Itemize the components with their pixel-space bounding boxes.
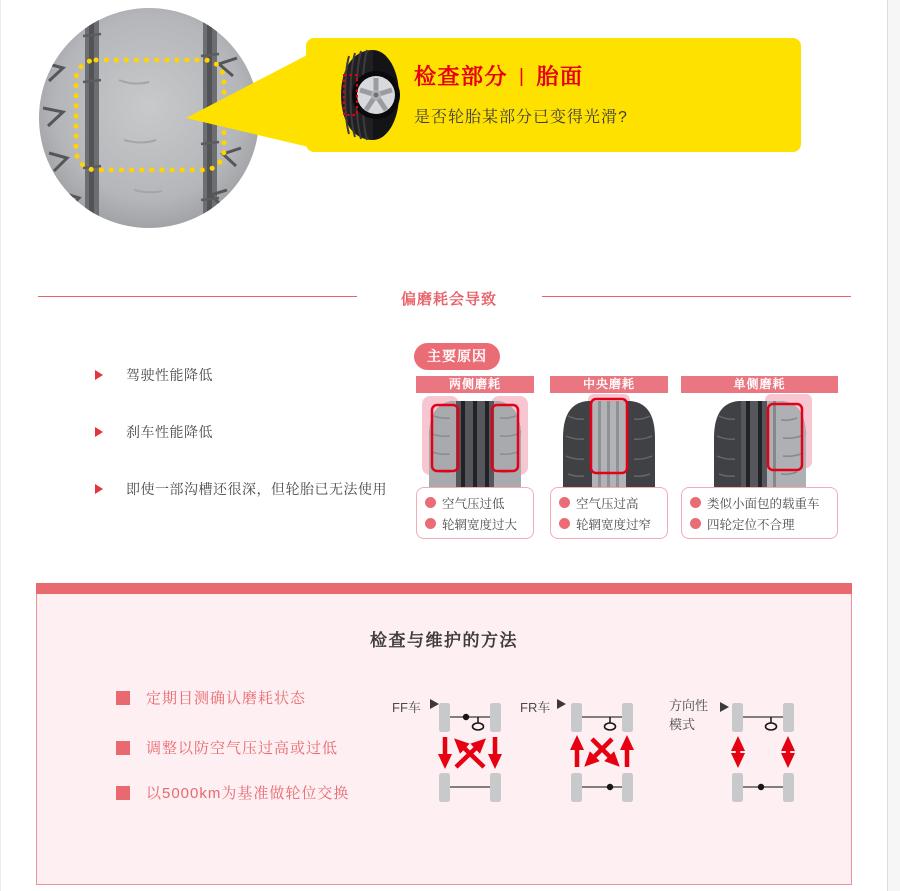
main-cause-badge: 主要原因 <box>414 343 500 370</box>
diagram-label-directional <box>669 695 708 733</box>
cause-column-one-side <box>681 376 838 539</box>
cause-list <box>416 487 534 539</box>
method-title: 检查与维护的方法 <box>370 631 518 650</box>
effect-item <box>95 365 213 385</box>
triangle-bullet-icon <box>95 370 103 380</box>
cause-list <box>681 487 838 539</box>
bullet-dot-icon <box>425 497 436 508</box>
tip-label: 定期目测确认磨耗状态 <box>146 690 307 707</box>
method-panel <box>36 583 852 885</box>
page-right-gutter <box>887 0 900 891</box>
tire-wear-graphic-center <box>550 394 668 487</box>
bullet-dot-icon <box>425 518 436 529</box>
tip-item <box>116 687 306 708</box>
bullet-dot-icon <box>690 497 701 508</box>
square-bullet-icon <box>116 691 130 705</box>
cause-text: 空气压过高 <box>576 496 639 511</box>
panel-top-bar <box>36 583 852 594</box>
tire-wear-graphic-both-sides <box>416 394 534 487</box>
cause-item <box>690 513 829 534</box>
cause-column-center <box>550 376 668 539</box>
triangle-bullet-icon <box>95 427 103 437</box>
bullet-dot-icon <box>559 518 570 529</box>
tip-label: 以5000km为基准做轮位交换 <box>146 785 350 802</box>
inspection-title-area: 胎面 <box>536 64 584 89</box>
arrow-right-icon <box>720 702 729 712</box>
tip-item <box>116 737 338 758</box>
tip-item <box>116 782 349 803</box>
effect-label: 刹车性能降低 <box>126 424 213 440</box>
cause-item <box>425 492 525 513</box>
diagram-label-fr: FR车 <box>520 700 551 715</box>
square-bullet-icon <box>116 786 130 800</box>
bullet-dot-icon <box>559 497 570 508</box>
rotation-diagram-fr <box>570 696 634 808</box>
rotation-diagram-directional <box>731 696 795 808</box>
wear-section-title: 偏磨耗会导致 <box>400 291 497 308</box>
cause-item <box>559 492 659 513</box>
tire-wear-graphic-one-side <box>681 394 838 487</box>
cause-text: 轮辋宽度过窄 <box>576 517 652 532</box>
cause-header: 中央磨耗 <box>550 376 668 393</box>
inspection-bubble <box>306 38 801 152</box>
inspection-title <box>414 60 583 91</box>
effect-label: 即使一部沟槽还很深，但轮胎已无法使用 <box>126 481 387 497</box>
divider-line-left <box>38 296 357 297</box>
square-bullet-icon <box>116 741 130 755</box>
arrow-right-icon <box>557 699 566 709</box>
title-separator: | <box>519 66 526 87</box>
cause-header: 单侧磨耗 <box>681 376 838 393</box>
diagram-label-ff: FF车 <box>392 700 421 715</box>
effect-item <box>95 479 387 499</box>
cause-text: 类似小面包的载重车 <box>707 496 820 511</box>
inspection-title-part: 检查部分 <box>414 64 509 89</box>
divider-line-right <box>542 296 851 297</box>
cause-list <box>550 487 668 539</box>
cause-item <box>690 492 829 513</box>
cause-text: 轮辋宽度过大 <box>442 517 518 532</box>
rotation-diagram-ff <box>438 696 502 808</box>
cause-header: 两侧磨耗 <box>416 376 534 393</box>
triangle-bullet-icon <box>95 484 103 494</box>
cause-text: 空气压过低 <box>442 496 505 511</box>
bullet-dot-icon <box>690 518 701 529</box>
bubble-pointer <box>181 45 316 155</box>
effect-label: 驾驶性能降低 <box>126 367 213 383</box>
cause-item <box>425 513 525 534</box>
cause-column-both-sides <box>416 376 534 539</box>
tire-icon <box>336 49 400 141</box>
inspection-subtitle: 是否轮胎某部分已变得光滑? <box>414 109 628 126</box>
effect-item <box>95 422 213 442</box>
cause-text: 四轮定位不合理 <box>707 517 795 532</box>
diagram-label-line1: 方向性 <box>669 698 709 713</box>
cause-item <box>559 513 659 534</box>
diagram-label-line2: 模式 <box>669 717 696 732</box>
tip-label: 调整以防空气压过高或过低 <box>146 740 339 757</box>
